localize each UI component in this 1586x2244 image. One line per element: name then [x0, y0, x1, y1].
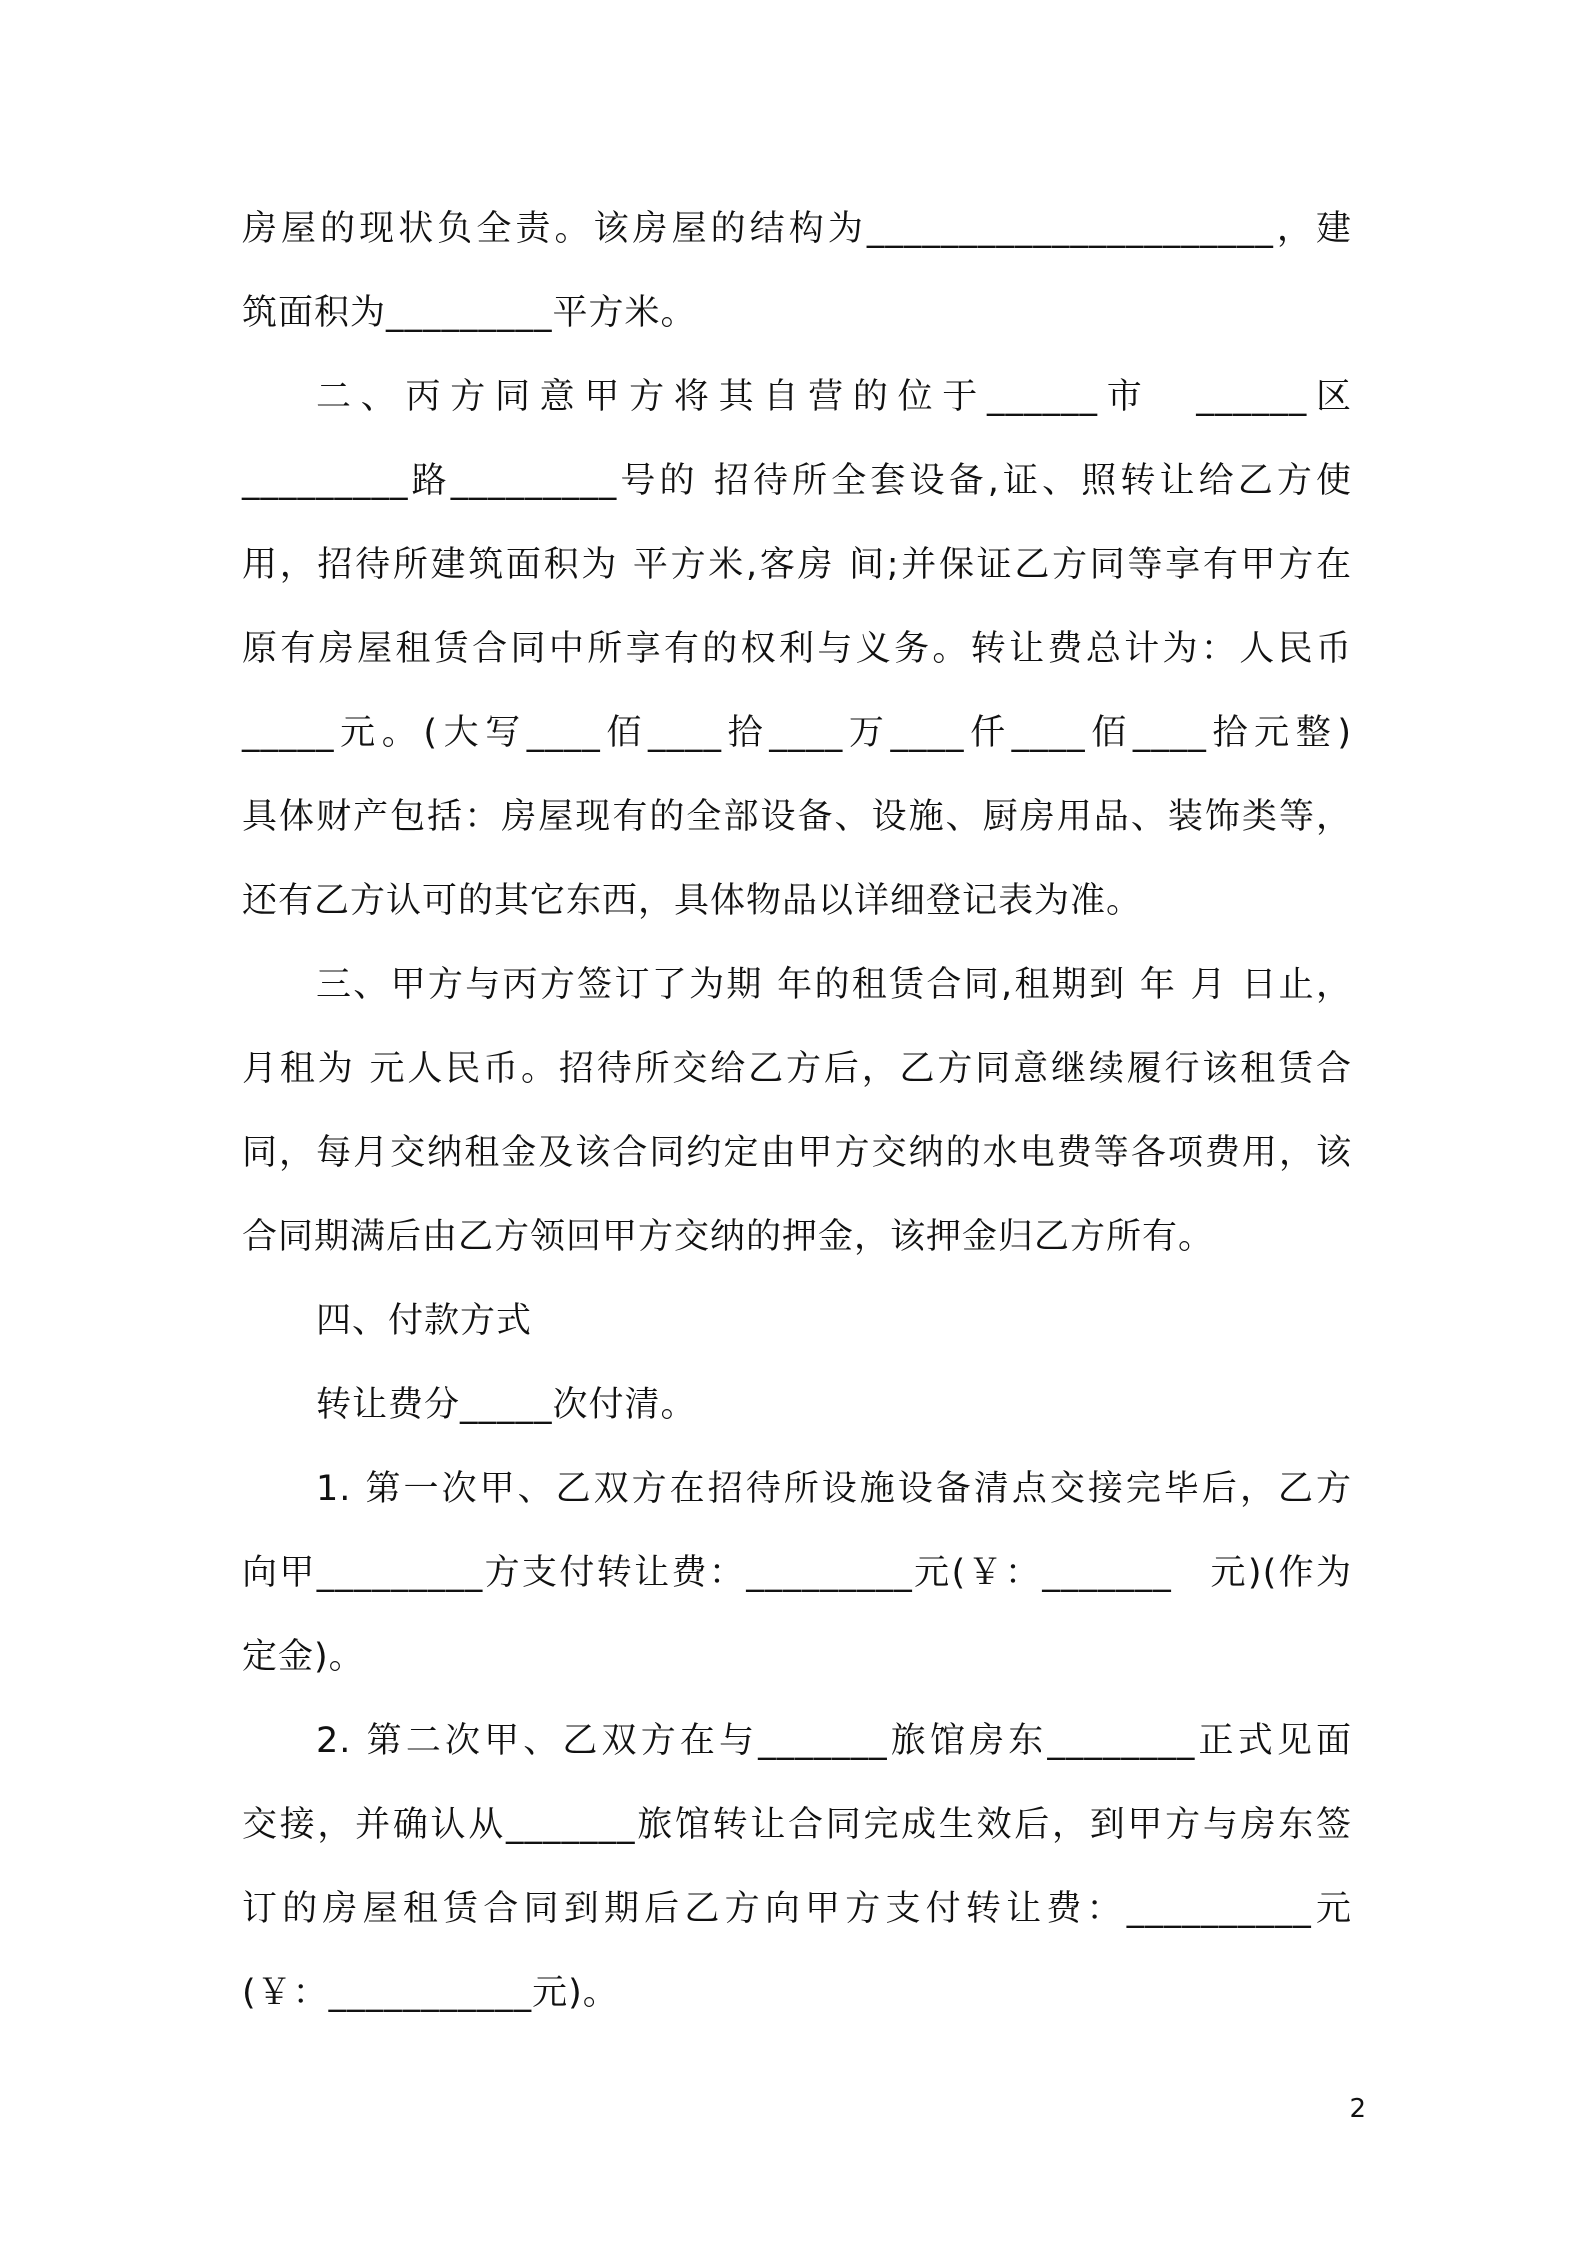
section-heading-four: 四、付款方式 — [316, 1301, 533, 1341]
numbered-item-two: 2. 第二次甲、乙双方在与_______旅馆房东________正式见面 — [316, 1721, 1352, 1761]
text-line: 同，每月交纳租金及该合同约定由甲方交纳的水电费等各项费用，该 — [242, 1133, 1352, 1173]
text-line: 还有乙方认可的其它东西，具体物品以详细登记表为准。 — [242, 881, 1143, 921]
text-line: 筑面积为_________平方米。 — [242, 293, 697, 333]
text-line: 交接，并确认从_______旅馆转让合同完成生效后，到甲方与房东签 — [242, 1805, 1352, 1845]
text-line: _________路_________号的 招待所全套设备,证、照转让给乙方使 — [242, 461, 1352, 501]
text-line: 原有房屋租赁合同中所享有的权利与义务。转让费总计为：人民币 — [242, 629, 1352, 669]
section-heading-three: 三、甲方与丙方签订了为期 年的租赁合同,租期到 年 月 日止， — [316, 965, 1352, 1005]
text-line: 合同期满后由乙方领回甲方交纳的押金，该押金归乙方所有。 — [242, 1217, 1215, 1257]
text-line: 房屋的现状负全责。该房屋的结构为______________________，建 — [242, 209, 1352, 249]
text-line: 转让费分_____次付清。 — [316, 1385, 697, 1425]
text-line: 向甲_________方支付转让费：_________元(￥：_______ 元)(作为 — [242, 1553, 1352, 1593]
section-heading-two: 二、丙方同意甲方将其自营的位于______市 ______区 — [316, 377, 1352, 417]
text-line: 用，招待所建筑面积为 平方米,客房 间;并保证乙方同等享有甲方在 — [242, 545, 1352, 585]
text-line: 定金)。 — [242, 1637, 365, 1677]
text-line: 订的房屋租赁合同到期后乙方向甲方支付转让费：__________元 — [242, 1889, 1352, 1929]
text-line: 具体财产包括：房屋现有的全部设备、设施、厨房用品、装饰类等， — [242, 797, 1352, 837]
text-line: _____元。(大写____佰____拾____万____仟____佰____拾元整) — [242, 713, 1352, 753]
numbered-item-one: 1. 第一次甲、乙双方在招待所设施设备清点交接完毕后，乙方 — [316, 1469, 1352, 1509]
text-line: (￥：___________元)。 — [242, 1973, 619, 2013]
text-line: 月租为 元人民币。招待所交给乙方后，乙方同意继续履行该租赁合 — [242, 1049, 1352, 1089]
page-number: 2 — [1349, 2094, 1366, 2124]
